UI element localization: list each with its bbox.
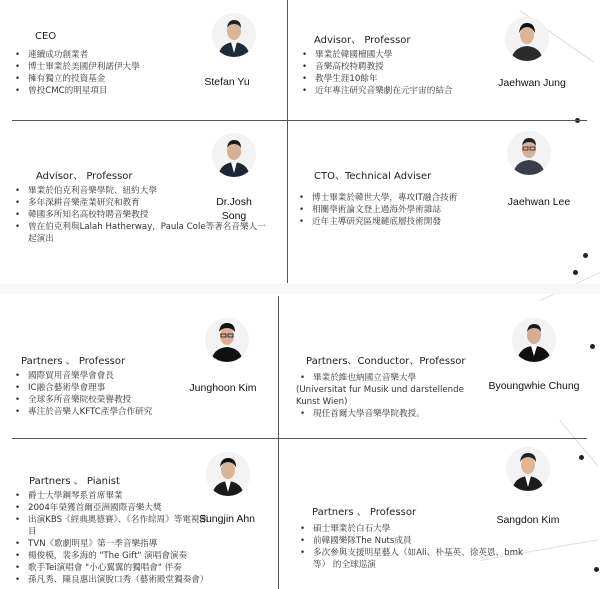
bio-item: • 2004年榮獲首爾亞洲國際音樂大獎	[15, 502, 215, 514]
avatar	[205, 318, 249, 362]
profile-card-ceo	[0, 0, 287, 120]
bio-item: • 教學生涯10餘年	[302, 73, 453, 85]
bio-item: • 韓國多所知名高校特聘音樂教授	[15, 209, 273, 221]
bio-item: • 前韓國樂隊The Nuts成員	[300, 535, 530, 547]
bio-list	[299, 192, 457, 228]
profile-card-advisor	[287, 0, 600, 120]
role-title: Partners、Conductor、Professor	[306, 356, 466, 367]
bio-item: • 音樂高校特聘教授	[302, 61, 453, 73]
avatar	[507, 131, 551, 175]
profile-card-partner	[278, 296, 600, 438]
member-name-line: Song	[221, 210, 247, 222]
bio-list	[15, 370, 152, 418]
bio-item: • 專注於音樂人KFTC產學合作研究	[15, 406, 152, 418]
bio-item: • IC融合藝術學會理事	[15, 382, 152, 394]
bio-list	[300, 523, 530, 571]
bio-item: • 相關學術論文登上過海外學術雜誌	[299, 204, 457, 216]
avatar	[506, 447, 550, 491]
bio-item: • 畢業於伯克利音樂學院、紐約大學	[15, 185, 273, 197]
role-title: CEO	[35, 31, 57, 42]
role-title: Advisor、 Professor	[314, 35, 411, 46]
profile-card-advisor	[0, 121, 287, 283]
bio-item: • 多年深耕音樂產業研究和教育	[15, 197, 273, 209]
avatar	[212, 133, 256, 177]
member-name: Sangdon Kim	[496, 514, 560, 526]
bio-item: • 連續成功創業者	[15, 49, 140, 61]
bio-list	[15, 49, 140, 97]
bio-item: • 碩士畢業於白石大學	[300, 523, 530, 535]
bio-item: • 現任首爾大學音樂學院教授。	[300, 408, 485, 420]
bio-item: • 擁有獨立的投資基金	[15, 73, 140, 85]
bio-item: • 畢業於韓國檀國大學	[302, 49, 453, 61]
role-title: CTO、Technical Adviser	[314, 171, 432, 182]
profile-card-partner	[278, 439, 600, 589]
bio-item: • 全球多所音樂院校榮譽教授	[15, 394, 152, 406]
bio-item: • 出演KBS《經典奧德賽》、《名作綜周》等電視節目	[15, 514, 215, 538]
avatar	[505, 17, 549, 61]
bio-list	[296, 372, 481, 420]
bio-list	[15, 490, 215, 586]
bio-item: • 博士畢業於韓世大學，專攻IT融合技術	[299, 192, 457, 204]
bio-item: • 國際貿用音樂學會會長	[15, 370, 152, 382]
role-title: Partners 、 Pianist	[29, 476, 120, 487]
bio-item: • 近年主導研究區塊鏈底層技術開發	[299, 216, 457, 228]
role-title: Partners 、 Professor	[312, 507, 417, 518]
member-name: Sungjin Ahn	[198, 513, 256, 525]
member-name: Jaehwan Jung	[498, 77, 566, 89]
profile-card-partner	[0, 296, 278, 438]
profile-card-partner	[0, 439, 278, 589]
avatar	[212, 13, 256, 57]
avatar	[512, 318, 556, 362]
bio-item: • 歌手Tei演唱會 "小心翼翼的獨唱會" 伴奏	[15, 562, 215, 574]
role-title: Advisor、 Professor	[36, 171, 133, 182]
member-name: Junghoon Kim	[189, 382, 257, 394]
bio-item: • 曾投CMC的明星項目	[15, 85, 140, 97]
member-name: Jaehwan Lee	[507, 196, 571, 208]
bio-item: • 多次參與支援明星藝人（如Ali、朴基英、徐英恩、bmk等） 的全球巡演	[300, 547, 530, 571]
bio-list	[302, 49, 453, 97]
bio-item: • 曾在伯克利與Lalah Hatherway，Paula Cole等著名音樂人一起演出	[15, 221, 273, 245]
bio-item: • 畢業於維也納國立音樂大學	[300, 372, 485, 384]
bio-item: • 近年專注研究音樂劇在元宇宙的結合	[302, 85, 453, 97]
member-name: Byoungwhie Chung	[488, 380, 580, 392]
bio-item: • TVN《歌劇明星》第一季音樂指導	[15, 538, 215, 550]
bio-item: • 爵士大學鋼琴系首席畢業	[15, 490, 215, 502]
profile-card-cto	[287, 121, 600, 283]
bio-item: • 孫凡秀、陳良惠出演脫口秀（藝術殿堂獨奏會）	[15, 574, 215, 586]
bio-item: • 楊俊模，裴多海的 "The Gift" 演唱會演奏	[15, 550, 215, 562]
bio-item-continued: (Universitat fur Musik und darstellende Kunst Wien)	[296, 385, 464, 407]
member-name: Stefan Yu	[204, 76, 250, 88]
avatar	[206, 452, 250, 496]
role-title: Partners 、 Professor	[21, 356, 126, 367]
section-gap	[0, 284, 600, 294]
bio-item: • 博士畢業於美國伊利諾伊大學	[15, 61, 140, 73]
member-name-line: Dr.Josh	[216, 196, 252, 208]
